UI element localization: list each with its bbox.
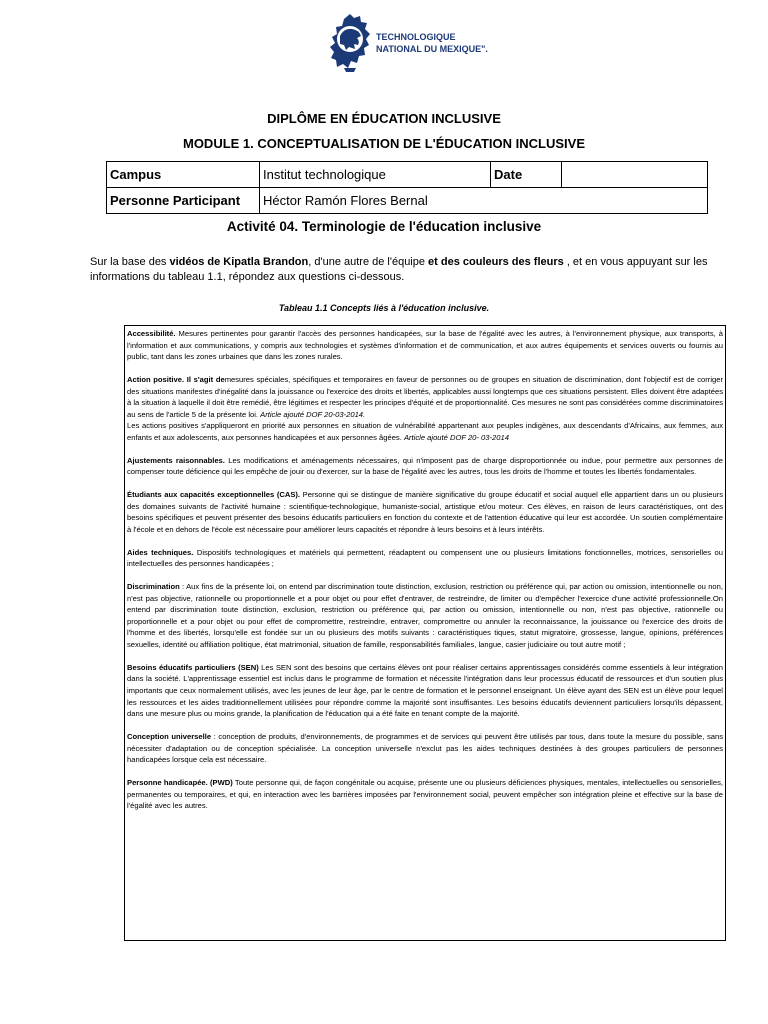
definition-text: Dispositifs technologiques et matériels qui permettent, réadaptent ou compensent une ou plusieurs limitations fonctionnelles, motrices, sensorielles ou intellectuelles des personnes handicapées ; <box>127 547 723 569</box>
intro-text: , et en vous appuyant sur les informations du tableau 1.1, répondez aux questions ci-dessous. <box>90 256 708 283</box>
definition-text: mesures spéciales, spécifiques et temporaires en faveur de personnes ou de groupes en situation de discrimination, dont l'objectif est de corriger des situations manifestes d'inégalité dans la jouissance ou l'exercice des droits et libertés, applicables aussi longtemps que ces situations persistent. Elles doivent être adaptées à la situation à laquelle il doit être remédié, être légitimes et respecter les principes d'équité et de proportionnalité. Ces mesures ne sont pas considérées comme discriminatoires au sens de l'article 5 de la présente loi. <box>127 374 723 419</box>
intro-bold-text: et des couleurs des fleurs <box>428 256 564 268</box>
definition-text: Les modifications et aménagements nécessaires, qui n'imposent pas de charge disproportionnée ou indue, pour permettre aux personnes de compenser toute déficience qui les empêche de jouir ou d'exercer, sur la base de l'égalité avec les autres, tous les droits de l'homme et toutes les libertés fondamentales. <box>127 455 723 477</box>
activity-title: Activité 04. Terminologie de l'éducation inclusive <box>226 219 542 234</box>
date-value <box>562 162 708 188</box>
definition-item <box>127 374 723 444</box>
intro-text: , d'une autre de l'équipe <box>308 256 429 268</box>
definition-term: Ajustements raisonnables. <box>127 455 225 465</box>
definition-item <box>127 328 723 363</box>
participant-value: Héctor Ramón Flores Bernal <box>260 188 708 214</box>
date-label: Date <box>491 162 562 188</box>
participant-label: Personne Participant <box>107 188 260 214</box>
logo-line-1: TECHNOLOGIQUE <box>376 32 456 42</box>
intro-paragraph <box>90 255 716 285</box>
logo-line-2: NATIONAL DU MEXIQUE". <box>376 44 488 54</box>
definition-item <box>127 547 723 570</box>
definition-text: Personne qui se distingue de manière significative du groupe éducatif et social auquel elle appartient dans un ou plusieurs des domaines suivants de l'activité humaine : scientifique-technologique, humaniste-social, artistique et/ou moteur. Ces élèves, en raison de leurs caractéristiques, ont des besoins spécifiques et peuvent présenter des besoins éducatifs particuliers en fonction du contexte et de l'attention éducative qui leur est accordée. Un soutien complémentaire à l'école et en dehors de l'école est nécessaire pour améliorer leurs capacités et répondre à leurs besoins et à leurs intérêts. <box>127 490 723 534</box>
definition-term: Étudiants aux capacités exceptionnelles (CAS). <box>127 490 301 500</box>
definition-reference: Article ajouté DOF 20- 03-2014 <box>403 432 509 442</box>
campus-value: Institut technologique <box>260 162 491 188</box>
table-caption: Tableau 1.1 Concepts liés à l'éducation inclusive. <box>278 303 490 313</box>
definitions-box <box>124 325 726 941</box>
definition-term: Aides techniques. <box>127 547 194 557</box>
definition-text: Mesures pertinentes pour garantir l'accès des personnes handicapées, sur la base de l'égalité avec les autres, à l'environnement physique, aux transports, à l'information et aux communications, y compris aux technologies et systèmes d'information et de communication, et aux autres équipements et services ouverts ou fournis au public, tant dans les zones urbaines que dans les zones rurales. <box>127 329 723 362</box>
definition-item <box>127 662 723 720</box>
definition-term: Conception universelle <box>127 731 212 741</box>
definition-item <box>127 489 723 535</box>
definition-item <box>127 455 723 478</box>
definition-text: Les actions positives s'appliqueront en priorité aux personnes en situation de vulnérabilité appartenant aux peuples indigènes, aux descendants d'Africains, aux femmes, aux enfants et aux adolescents, aux personnes handicapées et aux personnes âgées. <box>127 421 723 442</box>
intro-bold-text: vidéos de Kipatla Brandon <box>169 256 309 268</box>
definition-term: Discrimination <box>127 582 180 592</box>
definition-reference: Article ajouté DOF 20-03-2014. <box>260 409 366 419</box>
definition-term: Action positive. Il s'agit de <box>127 374 225 384</box>
definition-text: Toute personne qui, de façon congénitale ou acquise, présente une ou plusieurs déficiences physiques, mentales, intellectuelles ou sensorielles, permanentes ou temporaires, et qui, en interaction avec les barrières imposées par l'environnement social, peuvent empêcher son intégration pleine et effective sur la base de l'égalité avec les autres. <box>127 777 723 811</box>
table-row <box>107 188 708 214</box>
definition-item <box>127 731 723 766</box>
institution-logo <box>330 14 488 72</box>
definition-term: Besoins éducatifs particuliers (SEN) <box>127 662 259 672</box>
definition-term: Accessibilité. <box>127 329 176 338</box>
campus-label: Campus <box>107 162 260 188</box>
definition-term: Personne handicapée. (PWD) <box>127 777 233 787</box>
tecnm-emblem-icon <box>330 14 370 72</box>
definition-text: : conception de produits, d'environnements, de programmes et de services qui peuvent être utilisés par tous, dans toute la mesure du possible, sans nécessiter d'adaptation ou de conception spécialisée. La conception universelle n'exclut pas les aides techniques destinées à des groupes particuliers de personnes handicapées lorsque cela est nécessaire. <box>127 731 723 765</box>
definition-item <box>127 777 723 812</box>
intro-text: Sur la base des <box>90 256 170 268</box>
table-row <box>107 162 708 188</box>
definition-text: Les SEN sont des besoins que certains élèves ont pour réaliser certains apprentissages considérés comme essentiels à leur intégration dans la société. L'apprentissage essentiel est inclus dans le programme de formation et nécessite l'intégration dans leur processus éducatif de ressources et d'un soutien plus importants que ceux normalement utilisés, avec les jeunes de leur âge, par le centre de formation et le personnel enseignant. Un élève ayant des SEN est un élève pour lequel les ressources et les aides traditionnellement utilisées pour répondre comme la majorité sont insuffisantes. Les besoins éducatifs deviennent particuliers lorsqu'ils dépassent, dans une mesure plus ou moins grande, la planification de l'éducation qui a été faite en tenant compte de la majorité. <box>127 662 723 719</box>
definition-text: : Aux fins de la présente loi, on entend par discrimination toute distinction, exclusion, restriction ou préférence qui, par action ou omission, intentionnelle ou non, n'est pas objective, rationnelle ou proportionnelle et a pour objet ou pour effet d'entraver, de restreindre, de limiter ou d'empêcher l'exercice d'une activité professionnelle.On entend par discrimination toute distinction, exclusion, restriction ou préférence qui, par action ou omission, intentionnelle ou non, n'est pas objective, rationnelle ou proportionnelle et a pour objet ou pour effet de compromettre, restreindre, entraver, compromettre ou annuler la reconnaissance, la jouissance ou l'exercice des droits de l'homme et des libertés, lorsqu'elle est fondée sur un ou plusieurs des motifs suivants : caractéristiques tiques, statut migratoire, grossesse, langue, opinions, préférences sexuelles, identité ou affiliation politique, état matrimonial, situation de famille, responsabilités familiales, langue, casier judiciaire ou tout autre motif ; <box>127 582 723 649</box>
participant-info-table <box>106 161 708 214</box>
diploma-title: DIPLÔME EN ÉDUCATION INCLUSIVE <box>267 111 501 126</box>
module-title: MODULE 1. CONCEPTUALISATION DE L'ÉDUCATION INCLUSIVE <box>182 136 585 151</box>
definition-item <box>127 581 723 651</box>
